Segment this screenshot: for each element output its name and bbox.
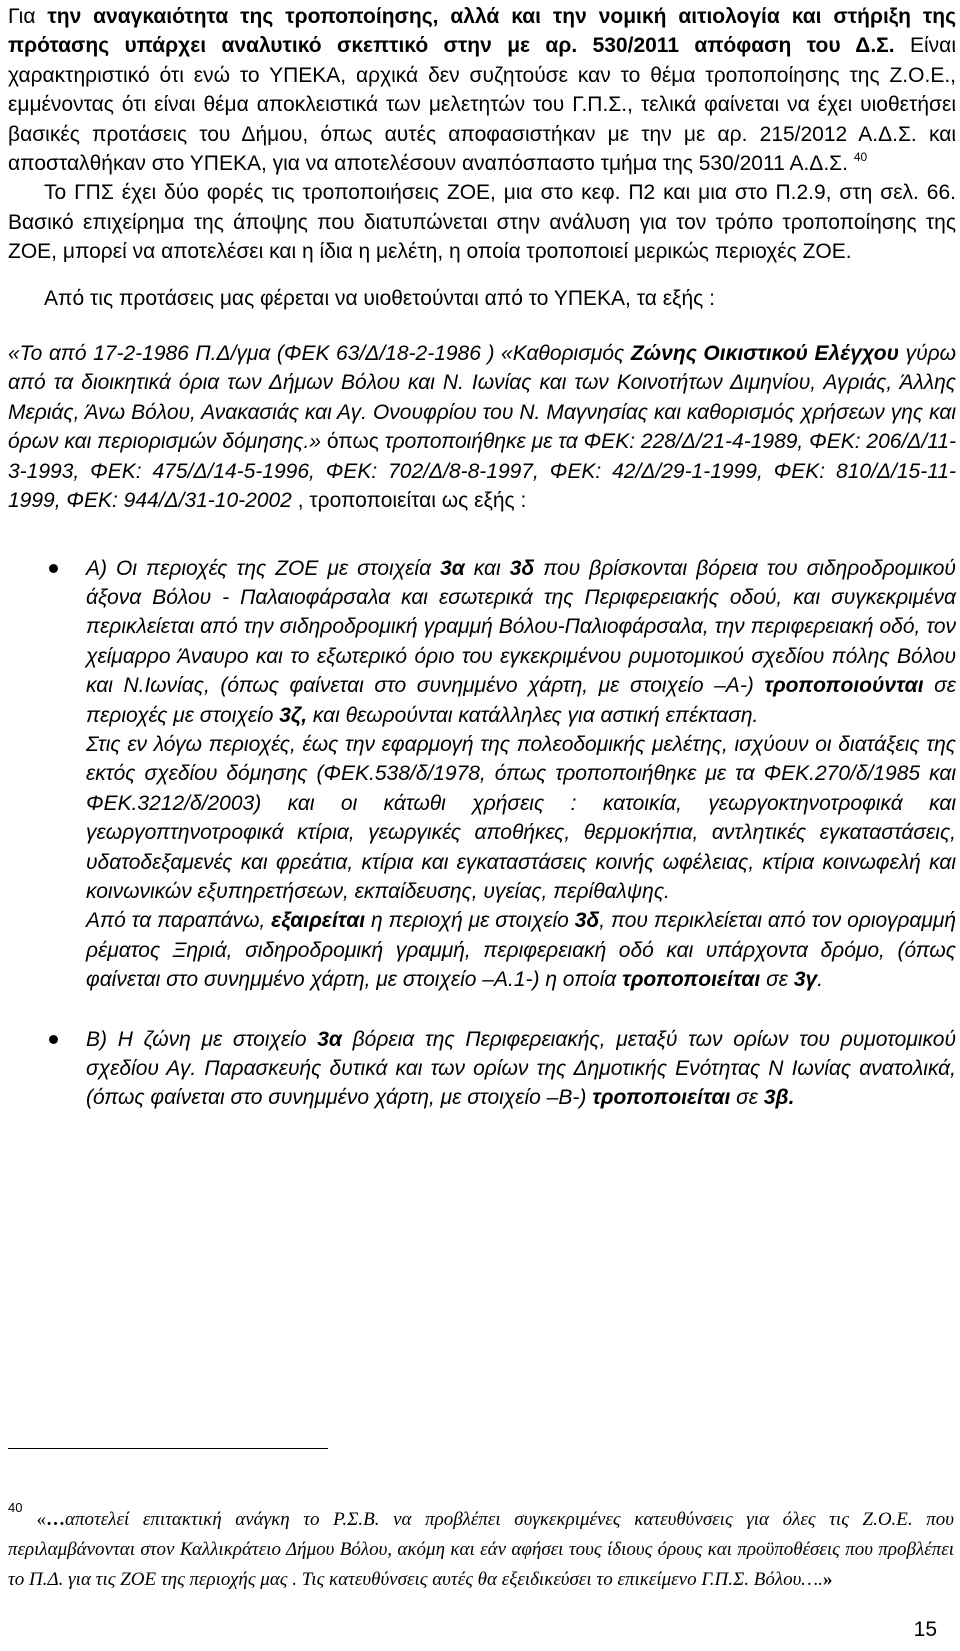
paragraph-decree xyxy=(8,339,956,515)
footnote-text: αποτελεί επιτακτική ανάγκη το Ρ.Σ.Β. να προβλέπει συγκεκριμένες κατευθύνσεις για όλες τις Ζ.Ο.Ε. που περιλαμβάνονται στον Καλλικράτειο Δήμου Βόλου, ακόμη και εάν αφήσει τους ίδιους όρους και προϋποθέσεις που προβλέπει το Π.Δ. για τις ΖΟΕ της περιοχής μας . Τις κατευθύνσεις αυτές θα εξειδικεύσει το επικείμενο Γ.Π.Σ. Βόλου…. xyxy=(8,1509,954,1590)
text-run: όπως xyxy=(320,430,385,454)
bullet-a-paragraph-2: Στις εν λόγω περιοχές, έως την εφαρμογή της πολεοδομικής μελέτης, ισχύουν οι διατάξεις της εκτός σχεδίου δόμησης (ΦΕΚ.538/δ/1978, όπως τροποποιήθηκε με τα ΦΕΚ.270/δ/1985 και ΦΕΚ.3212/δ/2003) και οι κάτωθι χρήσεις : κατοικία, γεωργοκτηνοτροφικά και γεωργοπτηνοτροφικά κτίρια, γεωργικές αποθήκες, θερμοκήπια, αντλητικές εγκαταστάσεις, υδατοδεξαμενές και φρεάτια, κτίρια και εγκαταστάσεις κοινής ωφέλειας, κτίρια κοινωφελή και κοινωνικών εξυπηρετήσεων, εκπαίδευσης, υγείας, περίθαλψης. xyxy=(86,732,956,903)
footnote-reference[interactable]: 40 xyxy=(853,150,868,165)
bold-run: Ζώνης Οικιστικού Ελέγχου xyxy=(630,342,900,366)
page-number: 15 xyxy=(913,1618,937,1641)
bullet-item-a xyxy=(8,554,956,995)
text-run: «Το από 17-2-1986 Π. xyxy=(8,342,217,366)
footnote-mark: 40 xyxy=(8,1500,23,1515)
text-run: και αποσταλθήκαν στο ΥΠΕΚΑ, για να αποτελέσουν αναπόσπαστο τμήμα της 530/2011 Α.Δ.Σ. xyxy=(8,122,957,176)
bullet-a-paragraph-1: Α) Οι περιοχές της ΖΟΕ με στοιχεία 3α και 3δ που βρίσκονται βόρεια του σιδηροδρομικού άξονα Βόλου - Παλαιοφάρσαλα και εσωτερικά της Περιφερειακής οδού, και συγκεκριμένα περικλείεται από την σιδηροδρομική γραμμή Βόλου-Παλιοφάρσαλα, την περιφερειακή οδό, τον χείμαρρο Άναυρο και το εξωτερικό όριο του εγκεκριμένου ρυμοτομικού σχεδίου πόλης Βόλου και Ν.Ιωνίας, (όπως φαίνεται στο συνημμένο χάρτη, με στοιχείο –Α-) τροποποιούνται σε περιοχές με στοιχείο 3ζ, και θεωρούνται κατάλληλες για αστική επέκταση. xyxy=(86,556,956,727)
text-run: Είναι χαρακτηριστικό ότι ενώ το ΥΠΕΚΑ, αρχικά δεν συζητούσε καν το θέμα τροποποίησης της Ζ.Ο.Ε. xyxy=(8,34,956,87)
italic-run: τροποποιήθηκε με τα ΦΕΚ: 228/Δ/21-4-1989, ΦΕΚ: 206/Δ/11-3-1993, ΦΕΚ: 475/Δ/14-5-1996, ΦΕΚ: 702/Δ/8-8-1997, ΦΕΚ: 42/Δ/29-1-1999, ΦΕΚ: 810/Δ/15-11-1999, ΦΕΚ: 944/Δ/31-10-2002 xyxy=(8,430,956,513)
text-run: Δ.Σ. xyxy=(878,122,917,146)
bullet-icon xyxy=(49,564,58,573)
text-run: , τροποποιείται ως εξής : xyxy=(291,489,527,513)
footnote-40: $^{40}$«…αποτελεί επιτακτική ανάγκη το Ρ.Σ.Β. να προβλέπει συγκεκριμένες κατευθύνσεις για όλες τις Ζ.Ο.Ε. που περιλαμβάνονται στον Καλλικράτειο Δήμου Βόλου, ακόμη και εάν αφήσει τους ίδιους όρους και προϋποθέσεις που προβλέπει το Π.Δ. για τις ΖΟΕ της περιοχής μας . Τις κατευθύνσεις αυτές θα εξειδικεύσει το επικείμενο Γ.Π.Σ. Βόλου….» xyxy=(8,1500,954,1590)
bullet-icon xyxy=(49,1035,58,1044)
text-run: , εμμένοντας ότι είναι θέμα αποκλειστικά των μελετητών του Γ.Π.Σ. xyxy=(8,63,956,117)
text-run: γύρω από τα διοικητικά όρια των Δήμων Βόλου και Ν. Ιωνίας και των Κοινοτήτων Διμηνίου, Αγριάς, Άλλης Μεριάς, Άνω Βόλου, Ανακασιάς και Αγ. Ονουφρίου του Ν. Μαγνησίας και καθορισμός χρήσεων γης και όρων και περιορισμών δόμησης.» xyxy=(8,342,956,454)
bold-run: την αναγκαιότητα της τροποποίησης, αλλά και την νομική αιτιολογία και στήριξη της πρότασης υπάρχει αναλυτικό σκεπτικό στην με αρ. 530/2011 απόφαση του Δ.Σ. xyxy=(8,5,956,58)
text-run: Δ/γμα (ΦΕΚ 63/Δ/18-2-1986 ) «Καθορισμός xyxy=(216,342,631,366)
text-run: Για xyxy=(8,5,48,28)
footnote-separator xyxy=(8,1448,328,1449)
paragraph-gps: Το ΓΠΣ έχει δύο φορές τις τροποποιήσεις ΖΟΕ, μια στο κεφ. Π2 και μια στο Π.2.9, στη σελ. 66. Βασικό επιχείρημα της άποψης που διατυπώνεται στην ανάλυση για τον τρόπο τροποποίησης της ΖΟΕ, μπορεί να αποτελέσει και η ίδια η μελέτη, η οποία τροποποιεί μερικώς περιοχές ΖΟΕ. xyxy=(8,181,956,264)
paragraph-proposals: Από τις προτάσεις μας φέρεται να υιοθετούνται από το ΥΠΕΚΑ, τα εξής : xyxy=(44,286,715,310)
bullet-b-paragraph: Β) Η ζώνη με στοιχείο 3α βόρεια της Περιφερειακής, μεταξύ των ορίων του ρυμοτομικού σχεδίου Αγ. Παρασκευής δυτικά και των ορίων της Δημοτικής Ενότητας Ν Ιωνίας ανατολικά, (όπως φαίνεται στο συνημμένο χάρτη, με στοιχείο –Β-) τροποποιείται σε 3β. xyxy=(86,1027,956,1110)
paragraph-necessity xyxy=(8,2,956,178)
bullet-a-paragraph-3: Από τα παραπάνω, εξαιρείται η περιοχή με στοιχείο 3δ, που περικλείεται από τον οριογραμμή ρέματος Ξηριά, σιδηροδρομική γραμμή, περιφερειακή οδό και υπάρχοντα δρόμο, (όπως φαίνεται στο συνημμένο χάρτη, με στοιχείο –Α.1-) η οποία τροποποιείται σε 3γ. xyxy=(86,909,956,992)
text-run: , τελικά φαίνεται να έχει υιοθετήσει βασικές προτάσεις του Δήμου, όπως αυτές αποφασιστήκαν με την με αρ. 215/2012 Α. xyxy=(8,93,956,146)
main-text xyxy=(8,2,956,1113)
bullet-item-b xyxy=(8,1025,956,1113)
